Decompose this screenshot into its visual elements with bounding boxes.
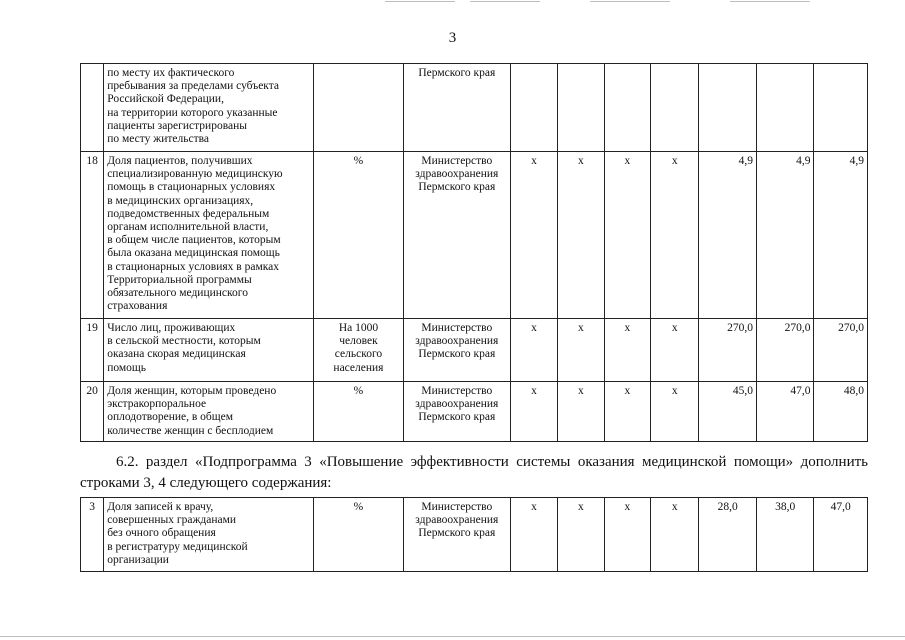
unit-of-measure: % bbox=[314, 152, 404, 319]
table-row bbox=[81, 319, 868, 382]
year-value-cell bbox=[699, 64, 757, 152]
year-value-cell bbox=[604, 64, 650, 152]
year-value-cell: 28,0 bbox=[699, 498, 757, 572]
row-number: 18 bbox=[81, 152, 104, 319]
year-value-cell: х bbox=[558, 319, 604, 382]
table-row bbox=[81, 498, 868, 572]
responsible-body: Министерство здравоохранения Пермского края bbox=[403, 319, 510, 382]
responsible-body: Министерство здравоохранения Пермского края bbox=[403, 382, 510, 442]
indicator-description: по месту их фактического пребывания за пределами субъекта Российской Федерации, на территории которого указанные пациенты зарегистрированы по месту жительства bbox=[104, 64, 314, 152]
year-value-cell: х bbox=[510, 498, 557, 572]
row-number: 20 bbox=[81, 382, 104, 442]
scan-artifact-bottom bbox=[0, 636, 905, 637]
year-value-cell: 45,0 bbox=[699, 382, 757, 442]
year-value-cell: х bbox=[651, 319, 699, 382]
year-value-cell: 4,9 bbox=[699, 152, 757, 319]
year-value-cell: х bbox=[510, 319, 557, 382]
scan-artifact-top-4 bbox=[730, 1, 810, 2]
year-value-cell: 270,0 bbox=[756, 319, 814, 382]
page-number: 3 bbox=[448, 30, 457, 46]
row-number bbox=[81, 64, 104, 152]
year-value-cell: 48,0 bbox=[814, 382, 868, 442]
responsible-body: Министерство здравоохранения Пермского края bbox=[403, 152, 510, 319]
unit-of-measure: % bbox=[314, 382, 404, 442]
table-row bbox=[81, 382, 868, 442]
indicator-description: Число лиц, проживающих в сельской местности, которым оказана скорая медицинская помощь bbox=[104, 319, 314, 382]
scan-artifact-top-1 bbox=[385, 1, 455, 2]
indicators-table-2 bbox=[80, 497, 868, 572]
year-value-cell bbox=[651, 64, 699, 152]
year-value-cell: 4,9 bbox=[814, 152, 868, 319]
responsible-body: Министерство здравоохранения Пермского края bbox=[403, 498, 510, 572]
year-value-cell: 270,0 bbox=[699, 319, 757, 382]
indicator-description: Доля записей к врачу, совершенных гражданами без очного обращения в регистратуру медицинской организации bbox=[104, 498, 314, 572]
unit-of-measure bbox=[314, 64, 404, 152]
indicators-table-1 bbox=[80, 63, 868, 442]
unit-of-measure: На 1000 человек сельского населения bbox=[314, 319, 404, 382]
year-value-cell bbox=[756, 64, 814, 152]
row-number: 19 bbox=[81, 319, 104, 382]
year-value-cell: х bbox=[651, 152, 699, 319]
unit-of-measure: % bbox=[314, 498, 404, 572]
year-value-cell: 270,0 bbox=[814, 319, 868, 382]
table-row bbox=[81, 64, 868, 152]
indicator-description: Доля женщин, которым проведено экстракорпоральное оплодотворение, в общем количестве женщин с бесплодием bbox=[104, 382, 314, 442]
amendment-paragraph: 6.2. раздел «Подпрограмма 3 «Повышение эффективности системы оказания медицинской помощи» дополнить строками 3, 4 следующего содержания: bbox=[80, 454, 868, 491]
year-value-cell bbox=[558, 64, 604, 152]
year-value-cell: 47,0 bbox=[756, 382, 814, 442]
year-value-cell: 4,9 bbox=[756, 152, 814, 319]
year-value-cell bbox=[510, 64, 557, 152]
scan-artifact-top-3 bbox=[590, 1, 670, 2]
indicator-description: Доля пациентов, получивших специализированную медицинскую помощь в стационарных условиях в медицинских организациях, подведомственных федеральным органам исполнительной власти, в общем числе пациентов, которым была оказана медицинская помощь в стационарных условиях в рамках Территориальной программы обязательного медицинского страхования bbox=[104, 152, 314, 319]
scan-artifact-top-2 bbox=[470, 1, 540, 2]
year-value-cell bbox=[814, 64, 868, 152]
year-value-cell: х bbox=[558, 152, 604, 319]
table-row bbox=[81, 152, 868, 319]
year-value-cell: х bbox=[604, 498, 650, 572]
row-number: 3 bbox=[81, 498, 104, 572]
year-value-cell: х bbox=[604, 319, 650, 382]
responsible-body: Пермского края bbox=[403, 64, 510, 152]
year-value-cell: 38,0 bbox=[756, 498, 814, 572]
year-value-cell: х bbox=[604, 152, 650, 319]
year-value-cell: 47,0 bbox=[814, 498, 868, 572]
year-value-cell: х bbox=[558, 498, 604, 572]
year-value-cell: х bbox=[604, 382, 650, 442]
year-value-cell: х bbox=[651, 498, 699, 572]
year-value-cell: х bbox=[558, 382, 604, 442]
year-value-cell: х bbox=[651, 382, 699, 442]
year-value-cell: х bbox=[510, 152, 557, 319]
year-value-cell: х bbox=[510, 382, 557, 442]
